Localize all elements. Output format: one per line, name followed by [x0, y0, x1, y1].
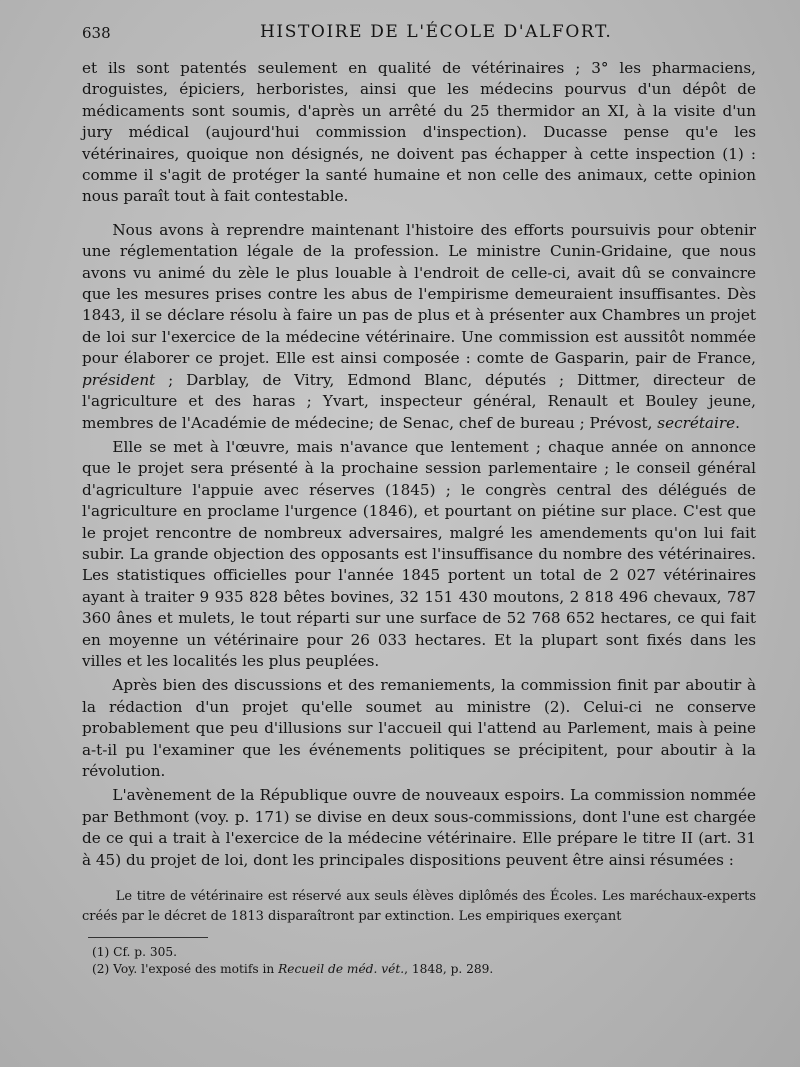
footnote-italic-source: Recueil de méd. vét. [278, 962, 405, 977]
footnotes [82, 944, 756, 978]
paragraph-commission [82, 220, 756, 434]
footnote-text: (2) Voy. l'exposé des motifs in [92, 962, 279, 977]
paragraph-revolution [82, 675, 756, 782]
summary-quote [82, 887, 756, 927]
footnote-2 [92, 961, 756, 978]
quote-text: Le titre de vétérinaire est réservé aux seuls élèves diplômés des Écoles. Les maréchaux-experts créés par le décret de 1813 disparaîtront par extinction. Les empiriques exerçant [82, 889, 756, 925]
running-head [82, 22, 756, 48]
body-text [82, 58, 756, 871]
paragraph-text: Après bien des discussions et des remaniements, la commission finit par aboutir à la rédaction d'un projet qu'elle soumet au ministre (2). Celui-ci ne conserve probablement que peu d'illusions sur l'accueil qui l'attend au Parlement, mais à peine a-t-il pu l'examiner que les événements politiques se précipitent, pour aboutir à la révolution. [82, 676, 756, 780]
paragraph-statistics [82, 437, 756, 672]
footnote-divider [88, 937, 208, 938]
paragraph-republique [82, 785, 756, 871]
paragraph-text: Elle se met à l'œuvre, mais n'avance que lentement ; chaque année on annonce que le projet sera présenté à la prochaine session parlementaire ; le conseil général d'agriculture l'appuie avec réserves (1845) ; le congrès central des délégués de l'agriculture en proclame l'urgence (1846), et pourtant on piétine sur place. C'est que le projet rencontre de nombreux adversaires, malgré les amendements qu'on lui fait subir. La grande objection des opposants est l'insuffisance du nombre des vétérinaires. Les statistiques officielles pour l'année 1845 portent un total de 2 027 vétérinaires ayant à traiter 9 935 828 bêtes bovines, 32 151 430 moutons, 2 818 496 chevaux, 787 360 ânes et mulets, le tout réparti sur une surface de 52 768 652 hectares, ce qui fait en moyenne un vétérinaire pour 26 033 hectares. Et la plupart sont fixés dans les villes et les localités les plus peuplées. [82, 437, 756, 670]
page-number: 638 [82, 24, 111, 42]
paragraph-text: ; Darblay, de Vitry, Edmond Blanc, députés ; Dittmer, directeur de l'agriculture et des haras ; Yvart, inspecteur général, Renault et Bouley jeune, membres de l'Académie de médecine; de Senac, chef de bureau ; Prévost, [82, 370, 756, 432]
running-title: HISTOIRE DE L'ÉCOLE D'ALFORT. [260, 22, 613, 42]
paragraph-text: L'avènement de la République ouvre de nouveaux espoirs. La commission nommée par Bethmont (voy. p. 171) se divise en deux sous-commissions, dont l'une est chargée de ce qui a trait à l'exercice de la médecine vétérinaire. Elle prépare le titre II (art. 31 à 45) du projet de loi, dont les principales dispositions peuvent être ainsi résumées : [82, 786, 756, 869]
footnote-text: (1) Cf. p. 305. [92, 945, 177, 960]
paragraph-text: . [735, 413, 740, 432]
paragraph-text: et ils sont patentés seulement en qualité de vétérinaires ; 3° les pharmaciens, droguistes, épiciers, herboristes, ainsi que les médecins pourvus d'un dépôt de médicaments sont soumis, d'après un arrêté du 25 thermidor an XI, à la visite d'un jury médical (aujourd'hui commission d'inspection). Ducasse pense qu'e les vétérinaires, quoique non désignés, ne doivent pas échapper à cette inspection (1) : comme il s'agit de protéger la santé humaine et non celle des animaux, cette opinion nous paraît tout à fait contestable. [82, 59, 756, 206]
paragraph-text: Nous avons à reprendre maintenant l'histoire des efforts poursuivis pour obtenir une réglementation légale de la profession. Le ministre Cunin-Gridaine, que nous avons vu animé du zèle le plus louable à l'endroit de celle-ci, avait dû se convaincre que les mesures prises contre les abus de l'empirisme demeuraient insuffisantes. Dès 1843, il se déclare résolu à faire un pas de plus et à présenter aux Chambres un projet de loi sur l'exercice de la médecine vétérinaire. Une commission est aussitôt nommée pour élaborer ce projet. Elle est ainsi composée : comte de Gasparin, pair de France, [82, 220, 756, 368]
italic-president: président [82, 370, 156, 389]
footnote-1 [92, 944, 756, 961]
paragraph-continuation [82, 58, 756, 208]
footnote-text: , 1848, p. 289. [404, 962, 494, 977]
italic-secretaire: secrétaire [657, 413, 736, 432]
